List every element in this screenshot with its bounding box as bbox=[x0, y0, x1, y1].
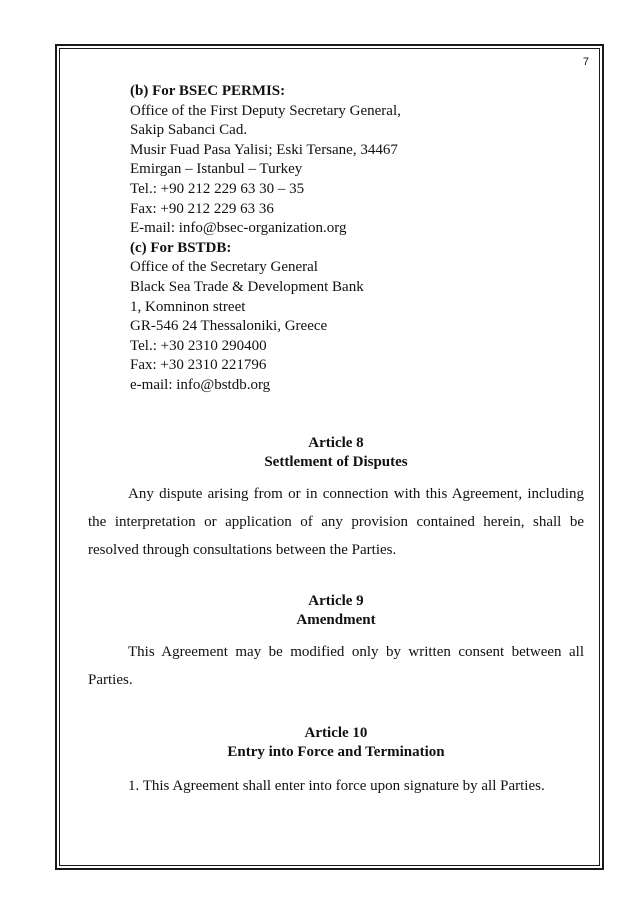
bsec-permis-line: Office of the First Deputy Secretary General, bbox=[130, 102, 401, 119]
bstdb-line: Black Sea Trade & Development Bank bbox=[130, 278, 364, 295]
article-8 bbox=[88, 434, 584, 564]
article-10 bbox=[88, 724, 584, 800]
bsec-permis-line: Emirgan – Istanbul – Turkey bbox=[130, 161, 303, 178]
article-number: Article 9 bbox=[308, 593, 364, 609]
bsec-permis-line: Sakip Sabanci Cad. bbox=[130, 122, 248, 139]
bstdb-line: e-mail: info@bstdb.org bbox=[130, 376, 271, 393]
article-title: Entry into Force and Termination bbox=[227, 744, 445, 760]
contact-addresses bbox=[130, 82, 401, 396]
article-number: Article 10 bbox=[304, 725, 368, 741]
bsec-permis-line: Fax: +90 212 229 63 36 bbox=[130, 200, 274, 217]
bstdb-line: Fax: +30 2310 221796 bbox=[130, 357, 267, 374]
bstdb-line: GR-546 24 Thessaloniki, Greece bbox=[130, 318, 328, 335]
article-9 bbox=[88, 592, 584, 694]
bsec-permis-line: Musir Fuad Pasa Yalisi; Eski Tersane, 34467 bbox=[130, 141, 398, 158]
article-body: This Agreement may be modified only by written consent between all Parties. bbox=[88, 644, 584, 688]
bsec-permis-line: Tel.: +90 212 229 63 30 – 35 bbox=[130, 180, 305, 197]
bstdb-heading: (c) For BSTDB: bbox=[130, 239, 232, 256]
bsec-permis-heading: (b) For BSEC PERMIS: bbox=[130, 83, 286, 99]
bstdb-line: Tel.: +30 2310 290400 bbox=[130, 337, 267, 354]
article-body: Any dispute arising from or in connection with this Agreement, including the interpretation or application of any provision contained herein, shall be resolved through consultations between the Parties. bbox=[88, 486, 584, 558]
article-heading bbox=[88, 434, 584, 472]
article-title: Settlement of Disputes bbox=[264, 454, 408, 470]
page-number: 7 bbox=[582, 56, 589, 68]
article-item: 1. This Agreement shall enter into force upon signature by all Parties. bbox=[128, 778, 545, 794]
article-items bbox=[88, 772, 584, 800]
bstdb-line: 1, Komninon street bbox=[130, 298, 246, 315]
article-heading bbox=[88, 724, 584, 762]
article-title: Amendment bbox=[296, 612, 376, 628]
article-number: Article 8 bbox=[308, 435, 364, 451]
bstdb-line: Office of the Secretary General bbox=[130, 259, 318, 276]
bsec-permis-line: E-mail: info@bsec-organization.org bbox=[130, 220, 347, 237]
article-heading bbox=[88, 592, 584, 630]
